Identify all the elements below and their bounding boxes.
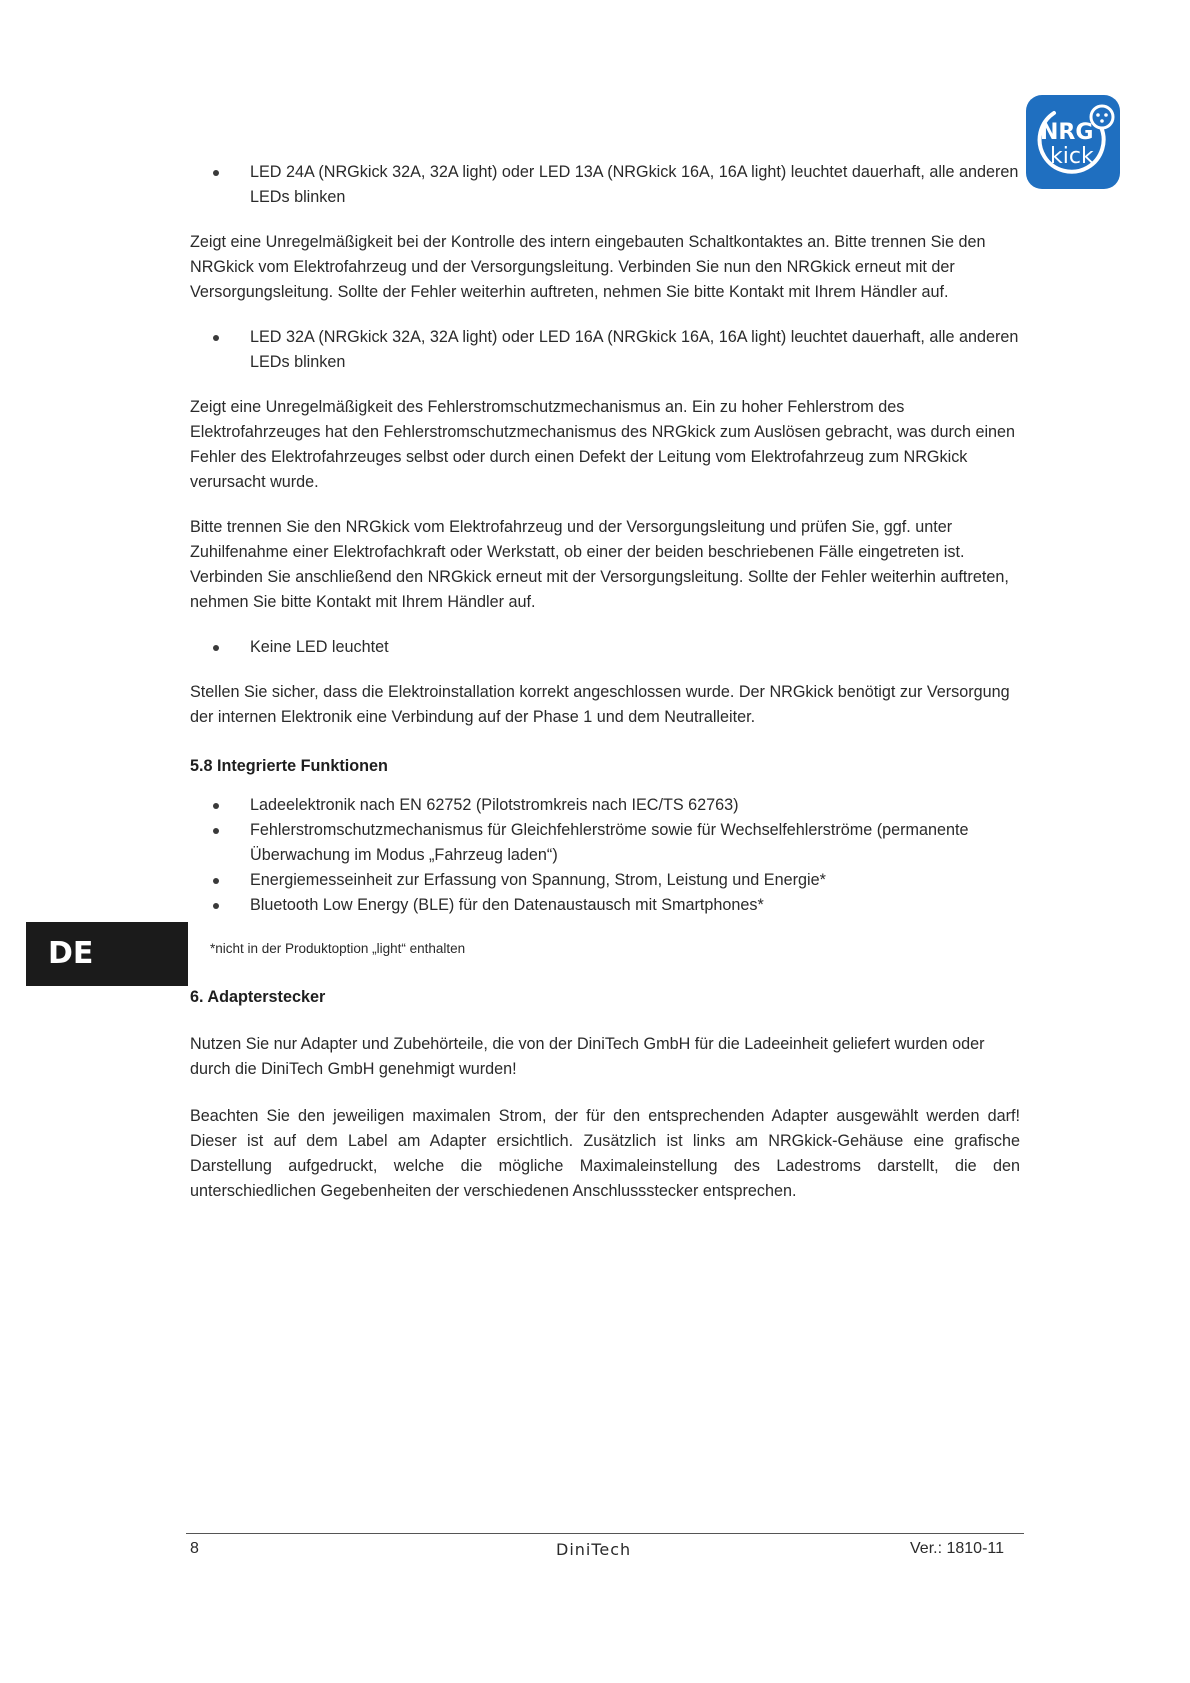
- language-tab: DE: [26, 922, 188, 986]
- list-item: [190, 793, 1020, 818]
- paragraph: Bitte trennen Sie den NRGkick vom Elektrofahrzeug und der Versorgungsleitung und prüfen Sie, ggf. unter Zuhilfenahme einer Elektrofachkraft oder Werkstatt, ob einer der beiden beschriebenen Fälle eingetreten ist. Verbinden Sie anschließend den NRGkick erneut mit der Versorgungsleitung. Sollte der Fehler weiterhin auftreten, nehmen Sie bitte Kontakt mit Ihrem Händler auf.: [190, 518, 1009, 611]
- section-heading-5-8: 5.8 Integrierte Funktionen: [190, 757, 388, 775]
- list-item: [190, 160, 1020, 210]
- paragraph: Stellen Sie sicher, dass die Elektroinstallation korrekt angeschlossen wurde. Der NRGkick benötigt zur Versorgung der internen Elektronik eine Verbindung auf der Phase 1 und dem Neutralleiter.: [190, 683, 1010, 726]
- bullet-list: [190, 325, 1020, 375]
- bullet-list: [190, 635, 1020, 660]
- list-item: [190, 635, 1020, 660]
- version-label: Ver.: 1810-11: [910, 1540, 1004, 1557]
- bullet-icon: [213, 170, 219, 176]
- footnote: *nicht in der Produktoption „light“ enthalten: [210, 941, 466, 956]
- section-heading-6: 6. Adapterstecker: [190, 988, 326, 1006]
- bullet-icon: [213, 903, 219, 909]
- bullet-icon: [213, 878, 219, 884]
- list-item: [190, 325, 1020, 375]
- list-item-text: LED 32A (NRGkick 32A, 32A light) oder LED 16A (NRGkick 16A, 16A light) leuchtet dauerhaft, alle anderen LEDs blinken: [250, 328, 1019, 371]
- paragraph: Nutzen Sie nur Adapter und Zubehörteile, die von der DiniTech GmbH für die Ladeeinheit geliefert wurden oder durch die DiniTech GmbH genehmigt wurden!: [190, 1035, 985, 1078]
- list-item: [190, 868, 1020, 893]
- paragraph: Zeigt eine Unregelmäßigkeit bei der Kontrolle des intern eingebauten Schaltkontaktes an. Bitte trennen Sie den NRGkick vom Elektrofahrzeug und der Versorgungsleitung. Verbinden Sie nun den NRGkick erneut mit der Versorgungsleitung. Sollte der Fehler weiterhin auftreten, nehmen Sie bitte Kontakt mit Ihrem Händler auf.: [190, 233, 986, 301]
- list-item: [190, 818, 1020, 868]
- logo-text-kick: kick: [1050, 144, 1094, 169]
- paragraph: Zeigt eine Unregelmäßigkeit des Fehlerstromschutzmechanismus an. Ein zu hoher Fehlerstrom des Elektrofahrzeuges hat den Fehlerstromschutzmechanismus des NRGkick zum Auslösen gebracht, was durch einen Fehler des Elektrofahrzeuges selbst oder durch einen Defekt der Leitung vom Elektrofahrzeug zum NRGkick verursacht wurde.: [190, 398, 1016, 491]
- page-number: 8: [190, 1540, 199, 1557]
- list-item-text: Fehlerstromschutzmechanismus für Gleichfehlerströme sowie für Wechselfehlerströme (permanente Überwachung im Modus „Fahrzeug laden“): [250, 821, 969, 864]
- list-item: [190, 893, 1020, 918]
- footer-brand-logo: DiniTech: [556, 1540, 632, 1559]
- nrgkick-logo: [1026, 95, 1120, 189]
- list-item-text: Energiemesseinheit zur Erfassung von Spannung, Strom, Leistung und Energie*: [250, 871, 826, 889]
- list-item-text: Keine LED leuchtet: [250, 638, 389, 656]
- paragraph: Beachten Sie den jeweiligen maximalen Strom, der für den entsprechenden Adapter ausgewählt werden darf! Dieser ist auf dem Label am Adapter ersichtlich. Zusätzlich ist links am NRGkick-Gehäuse eine grafische Darstellung aufgedruckt, welche die mögliche Maximaleinstellung des Ladestroms darstellt, die den unterschiedlichen Gegebenheiten der verschiedenen Anschlussstecker entsprechen.: [190, 1107, 1020, 1200]
- nrgkick-logo-icon: [1026, 95, 1120, 189]
- logo-text-nrg: NRG: [1040, 120, 1094, 145]
- bullet-icon: [213, 335, 219, 341]
- bullet-icon: [213, 645, 219, 651]
- intro-bullet-list: [190, 160, 1020, 210]
- footer-divider: [186, 1533, 1024, 1534]
- list-item-text: Ladeelektronik nach EN 62752 (Pilotstromkreis nach IEC/TS 62763): [250, 796, 739, 814]
- bullet-icon: [213, 803, 219, 809]
- feature-list: [190, 793, 1020, 918]
- main-content: [190, 160, 1020, 1204]
- list-item-text: LED 24A (NRGkick 32A, 32A light) oder LED 13A (NRGkick 16A, 16A light) leuchtet dauerhaft, alle anderen LEDs blinken: [250, 163, 1019, 206]
- bullet-icon: [213, 828, 219, 834]
- list-item-text: Bluetooth Low Energy (BLE) für den Datenaustausch mit Smartphones*: [250, 896, 764, 914]
